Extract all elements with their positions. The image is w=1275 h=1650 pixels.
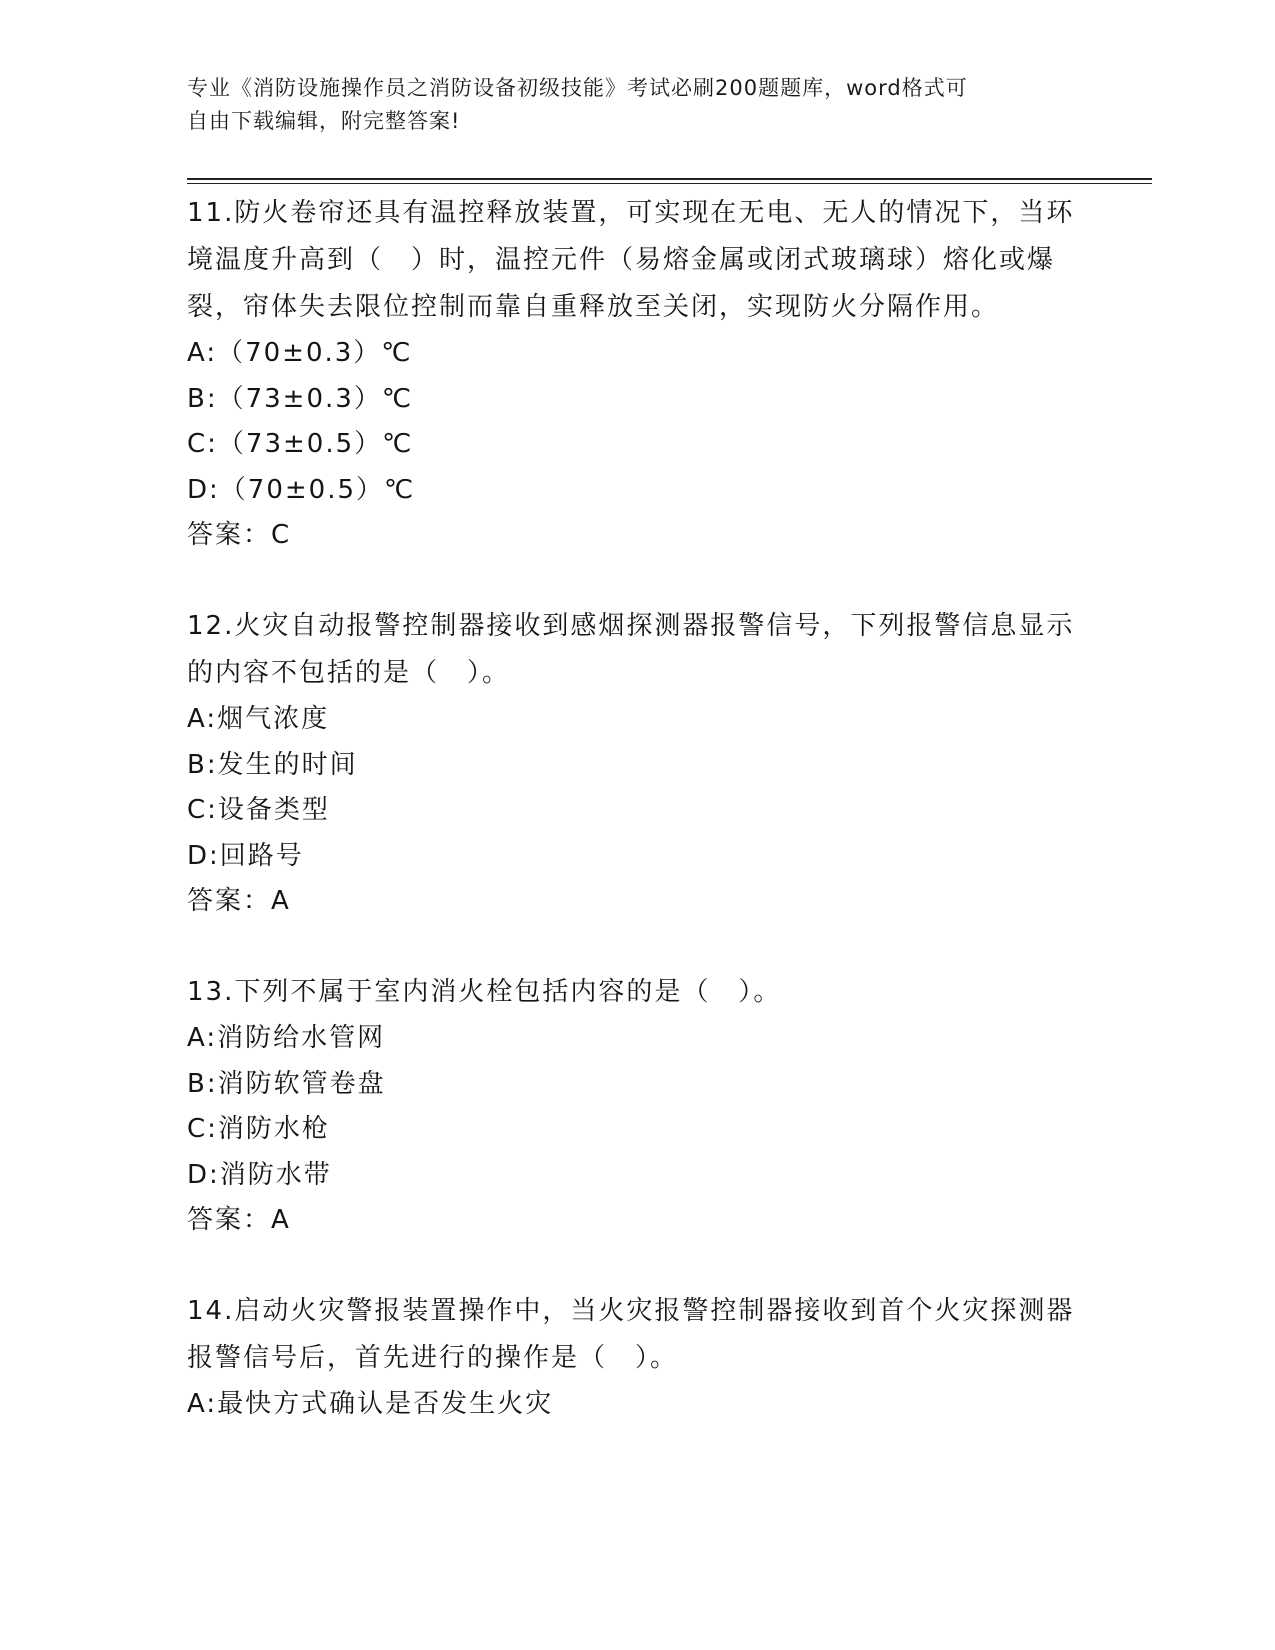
option-d: D:（70±0.5）℃ <box>187 474 416 505</box>
option-b: B:发生的时间 <box>187 749 358 780</box>
question-13 <box>187 969 1087 1243</box>
question-12 <box>187 603 1087 924</box>
option-b: B:消防软管卷盘 <box>187 1068 386 1099</box>
question-spacer <box>187 924 1087 969</box>
document-header <box>187 72 1087 138</box>
header-divider-thick <box>187 178 1152 180</box>
option-a: A:烟气浓度 <box>187 704 330 734</box>
header-line-2: 自由下载编辑，附完整答案! <box>187 109 461 133</box>
option-b: B:（73±0.3）℃ <box>187 383 414 414</box>
question-stem: 14.启动火灾警报装置操作中，当火灾报警控制器接收到首个火灾探测器报警信号后，首先进行的操作是（ ）。 <box>187 1296 1075 1373</box>
answer-line: 答案：A <box>187 886 291 916</box>
question-14 <box>187 1288 1087 1428</box>
header-divider-thin <box>187 183 1152 184</box>
option-a: A:（70±0.3）℃ <box>187 338 413 368</box>
option-a: A:消防给水管网 <box>187 1023 386 1053</box>
option-d: D:消防水带 <box>187 1159 332 1190</box>
option-c: C:消防水枪 <box>187 1114 330 1144</box>
answer-line: 答案：A <box>187 1205 291 1235</box>
option-c: C:（73±0.5）℃ <box>187 429 414 459</box>
header-line-1: 专业《消防设施操作员之消防设备初级技能》考试必刷200题题库，word格式可 <box>187 76 968 100</box>
question-stem: 12.火灾自动报警控制器接收到感烟探测器报警信号，下列报警信息显示的内容不包括的是（ ）。 <box>187 611 1075 688</box>
option-a: A:最快方式确认是否发生火灾 <box>187 1389 554 1419</box>
question-stem: 11.防火卷帘还具有温控释放装置，可实现在无电、无人的情况下，当环境温度升高到（ ）时，温控元件（易熔金属或闭式玻璃球）熔化或爆裂，帘体失去限位控制而靠自重释放至关闭，实现防火分隔作用。 <box>187 198 1075 322</box>
question-spacer <box>187 1243 1087 1288</box>
option-c: C:设备类型 <box>187 795 330 825</box>
question-stem: 13.下列不属于室内消火栓包括内容的是（ ）。 <box>187 977 782 1007</box>
question-spacer <box>187 558 1087 603</box>
question-11 <box>187 190 1087 558</box>
answer-line: 答案：C <box>187 520 292 550</box>
option-d: D:回路号 <box>187 840 304 871</box>
question-list <box>187 190 1087 1428</box>
